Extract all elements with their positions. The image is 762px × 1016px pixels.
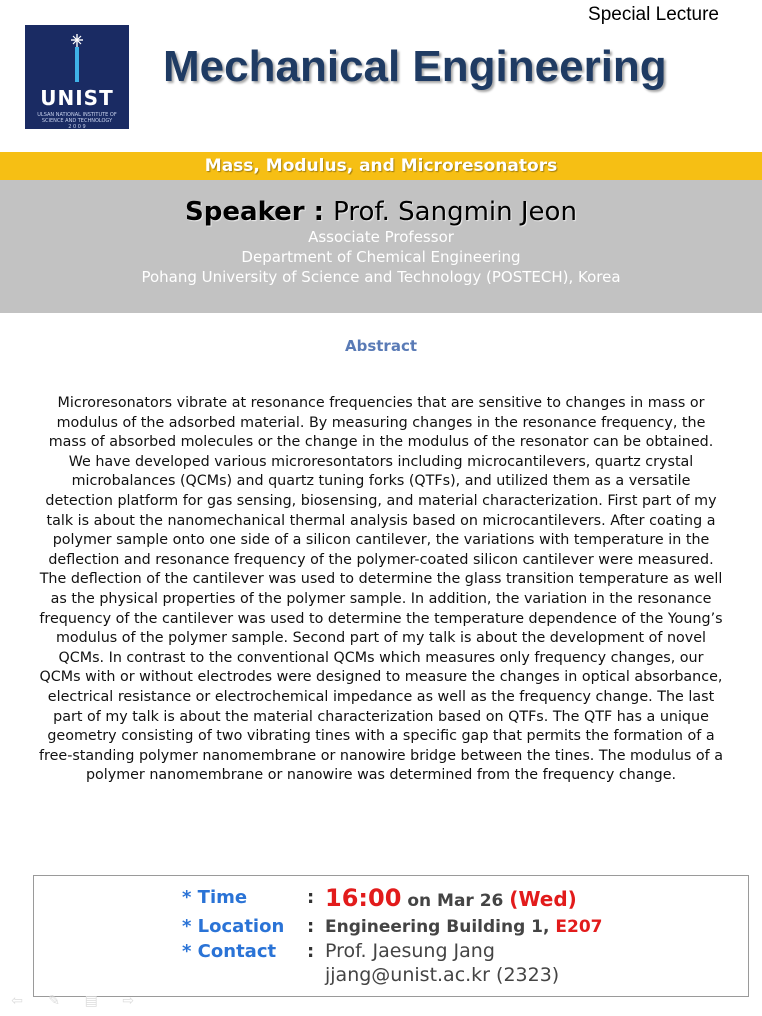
speaker-band xyxy=(0,180,762,313)
contact-email[interactable]: jjang@unist.ac.kr (2323) xyxy=(325,964,560,986)
speaker-name: Prof. Sangmin Jeon xyxy=(333,197,577,227)
speaker-line xyxy=(0,197,762,227)
special-lecture-label: Special Lecture xyxy=(588,4,719,25)
time-label: * Time xyxy=(182,887,248,908)
event-info-box xyxy=(33,875,749,997)
contact-row xyxy=(34,941,748,991)
contact-colon: : xyxy=(307,941,315,962)
abstract-body: Microresonators vibrate at resonance frequencies that are sensitive to changes in mass or modulus of the adsorbed material. By measuring changes in the resonance frequency, the mass of absorbed molecules or the change in the modulus of the resonator can be obtained. We have developed various microresontators including microcantilevers, quartz crystal microbalances (QCMs) and quartz tuning forks (QTFs), and utilized them as a versatile detection platform for gas sensing, biosensing, and material characterization. First part of my talk is about the nanomechanical thermal analysis based on microcantilevers. After coating a polymer sample onto one side of a silicon cantilever, the variations with temperature in the deflection and resonance frequency of the polymer-coated silicon cantilever were measured. The deflection of the cantilever was used to determine the glass transition temperature as well as the physical properties of the polymer sample. In addition, the variation in the resonance frequency of the cantilever was used to determine the temperature dependence of the Young’s modulus of the polymer sample. Second part of my talk is about the development of novel QCMs. In contrast to the conventional QCMs which measures only frequency changes, our QCMs with or without electrodes were designed to measure the changes in optical absorbance, electrical resistance or electrochemical impedance as well as the frequency change. The last part of my talk is about the material characterization based on QTFs. The QTF has a unique geometry consisting of two vibrating tines with a specific gap that permits the formation of a free-standing polymer nanomembrane or nanowire bridge between the tines. The modulus of a polymer nanomembrane or nanowire was determined from the frequency change. xyxy=(39,395,723,784)
unist-logo xyxy=(25,25,129,129)
location-value-group xyxy=(325,917,603,937)
time-row xyxy=(34,884,748,910)
speaker-position: Associate Professor xyxy=(308,228,454,246)
location-label: * Location xyxy=(182,916,285,937)
topic-band xyxy=(0,152,762,180)
page-title: Mechanical Engineering xyxy=(163,42,667,91)
lecture-topic: Mass, Modulus, and Microresonators xyxy=(204,156,558,176)
event-date: on Mar 26 xyxy=(401,891,510,911)
contact-name: Prof. Jaesung Jang xyxy=(325,940,495,962)
menu-icon[interactable]: ▤ xyxy=(84,993,98,1009)
speaker-institution: Pohang University of Science and Technology (POSTECH), Korea xyxy=(141,268,621,286)
contact-value-group xyxy=(325,939,559,987)
contact-label: * Contact xyxy=(182,941,277,962)
abstract-heading: Abstract xyxy=(344,337,418,355)
event-day: (Wed) xyxy=(509,887,577,911)
arrow-right-icon[interactable]: ⇨ xyxy=(122,993,135,1009)
arrow-left-icon[interactable]: ⇦ xyxy=(11,993,23,1009)
time-value: 16:00 xyxy=(325,884,402,912)
time-colon: : xyxy=(307,887,315,908)
pen-icon[interactable]: ✎ xyxy=(48,993,60,1009)
slide-nav xyxy=(6,990,149,1010)
logo-subtitle: ULSAN NATIONAL INSTITUTE OF SCIENCE AND TECHNOLOGY 2 0 0 9 xyxy=(37,112,117,130)
location-colon: : xyxy=(307,916,315,937)
location-room: E207 xyxy=(555,917,603,937)
speaker-department: Department of Chemical Engineering xyxy=(241,248,521,266)
time-value-group xyxy=(325,884,577,912)
speaker-label: Speaker : xyxy=(185,197,334,227)
location-value: Engineering Building 1, xyxy=(325,917,556,937)
logo-wordmark: UNIST xyxy=(40,86,114,110)
